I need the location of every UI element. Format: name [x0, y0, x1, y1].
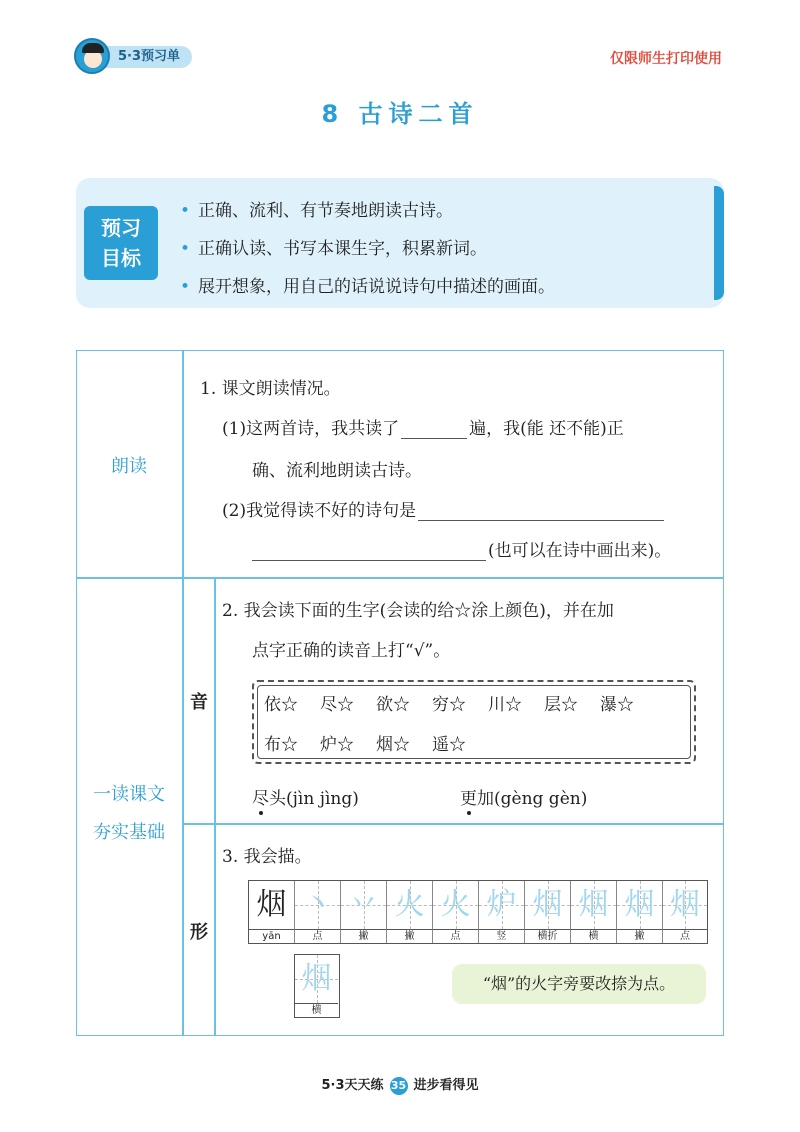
pinyin-label: yān [249, 929, 295, 943]
objectives-edge [714, 186, 724, 300]
char-item[interactable]: 遥☆ [432, 735, 466, 755]
question-1a-cont: 确、流利地朗读古诗。 [252, 461, 422, 481]
char-item[interactable]: 尽☆ [320, 695, 354, 715]
char-item[interactable]: 欲☆ [376, 695, 410, 715]
footer-brand: 5·3天天练 [321, 1078, 384, 1093]
stroke-cell: 烟 [249, 881, 295, 929]
stroke-cell[interactable]: 火 [387, 881, 433, 929]
question-2: 2. 我会读下面的生字(会读的给☆涂上颜色)，并在加 [222, 601, 614, 621]
question-1b-cont: (也可以在诗中画出来)。 [252, 536, 671, 561]
char-item[interactable]: 川☆ [488, 695, 522, 715]
stroke-cell[interactable]: 火 [433, 881, 479, 929]
category-basics: 一读课文 夯实基础 [93, 784, 165, 843]
page-title: 8 古诗二首 [321, 100, 479, 128]
stroke-name: 点 [295, 929, 341, 943]
row-divider [182, 823, 724, 825]
column-divider [214, 577, 216, 1036]
char-item[interactable]: 层☆ [544, 695, 578, 715]
stroke-name: 撇 [387, 929, 433, 943]
stroke-cell[interactable]: 丶 [295, 881, 341, 929]
character-row-1 [264, 690, 634, 715]
pinyin-choice-1[interactable]: 尽头(jìn jìng) [252, 789, 359, 809]
bullet-icon: • [180, 201, 191, 221]
column-divider [182, 350, 184, 1036]
page-number: 35 [390, 1077, 408, 1095]
footer-slogan: 进步看得见 [413, 1078, 479, 1093]
char-item[interactable]: 炉☆ [320, 735, 354, 755]
question-3: 3. 我会描。 [222, 847, 312, 867]
stroke-cell[interactable]: 烟 [571, 881, 617, 929]
stroke-name: 点 [663, 929, 707, 943]
objective-item: • 展开想象，用自己的话说说诗句中描述的画面。 [180, 277, 556, 297]
stroke-name: 横 [571, 929, 617, 943]
char-item[interactable]: 布☆ [264, 735, 298, 755]
row-divider [76, 577, 724, 579]
category-reading: 朗读 [111, 456, 147, 477]
stroke-cell[interactable]: 烟 [617, 881, 663, 929]
stroke-order-grid [248, 880, 708, 944]
label-form: 形 [190, 922, 208, 943]
objectives-box [76, 178, 724, 308]
print-notice: 仅限师生打印使用 [610, 51, 722, 67]
question-1: 1. 课文朗读情况。 [200, 379, 341, 399]
stroke-name: 撇 [617, 929, 663, 943]
difficult-line-field[interactable] [418, 502, 664, 521]
pinyin-choice-2[interactable]: 更加(gèng gèn) [460, 789, 588, 809]
char-item[interactable]: 瀑☆ [600, 695, 634, 715]
question-1a: (1)这两首诗，我共读了 遍，我(能 还不能)正 [222, 419, 624, 439]
bullet-icon: • [180, 239, 191, 259]
stroke-name: 撇 [341, 929, 387, 943]
question-1b: (2)我觉得读不好的诗句是 [222, 496, 664, 521]
stroke-name: 竖 [479, 929, 525, 943]
difficult-line-field-2[interactable] [252, 542, 486, 561]
page-footer [0, 1074, 800, 1095]
objective-item: • 正确、流利、有节奏地朗读古诗。 [180, 201, 454, 221]
objectives-tag-line2: 目标 [101, 246, 141, 270]
stroke-name: 横折 [525, 929, 571, 943]
stroke-name: 横 [295, 1003, 338, 1017]
label-sound: 音 [190, 692, 208, 713]
stroke-name: 点 [433, 929, 479, 943]
character-row-2 [264, 730, 488, 755]
objectives-tag-line1: 预习 [101, 216, 141, 240]
bullet-icon: • [180, 277, 191, 297]
objectives-list [180, 192, 555, 306]
stroke-cell[interactable]: 烟 [663, 881, 707, 929]
writing-tip: “烟”的火字旁要改捺为点。 [452, 964, 706, 1004]
extra-stroke-cell[interactable]: 烟 横 [294, 954, 340, 1018]
times-read-field[interactable] [401, 420, 467, 439]
char-item[interactable]: 穷☆ [432, 695, 466, 715]
char-item[interactable]: 依☆ [264, 695, 298, 715]
mascot-icon [74, 38, 110, 74]
objectives-tag [84, 206, 158, 280]
char-item[interactable]: 烟☆ [376, 735, 410, 755]
brand-badge: 5·3预习单 [102, 46, 192, 68]
question-2-cont: 点字正确的读音上打“√”。 [252, 641, 451, 661]
objective-item: • 正确认读、书写本课生字，积累新词。 [180, 239, 488, 259]
stroke-cell[interactable]: 炉 [479, 881, 525, 929]
stroke-cell[interactable]: 丷 [341, 881, 387, 929]
stroke-cell[interactable]: 烟 [525, 881, 571, 929]
